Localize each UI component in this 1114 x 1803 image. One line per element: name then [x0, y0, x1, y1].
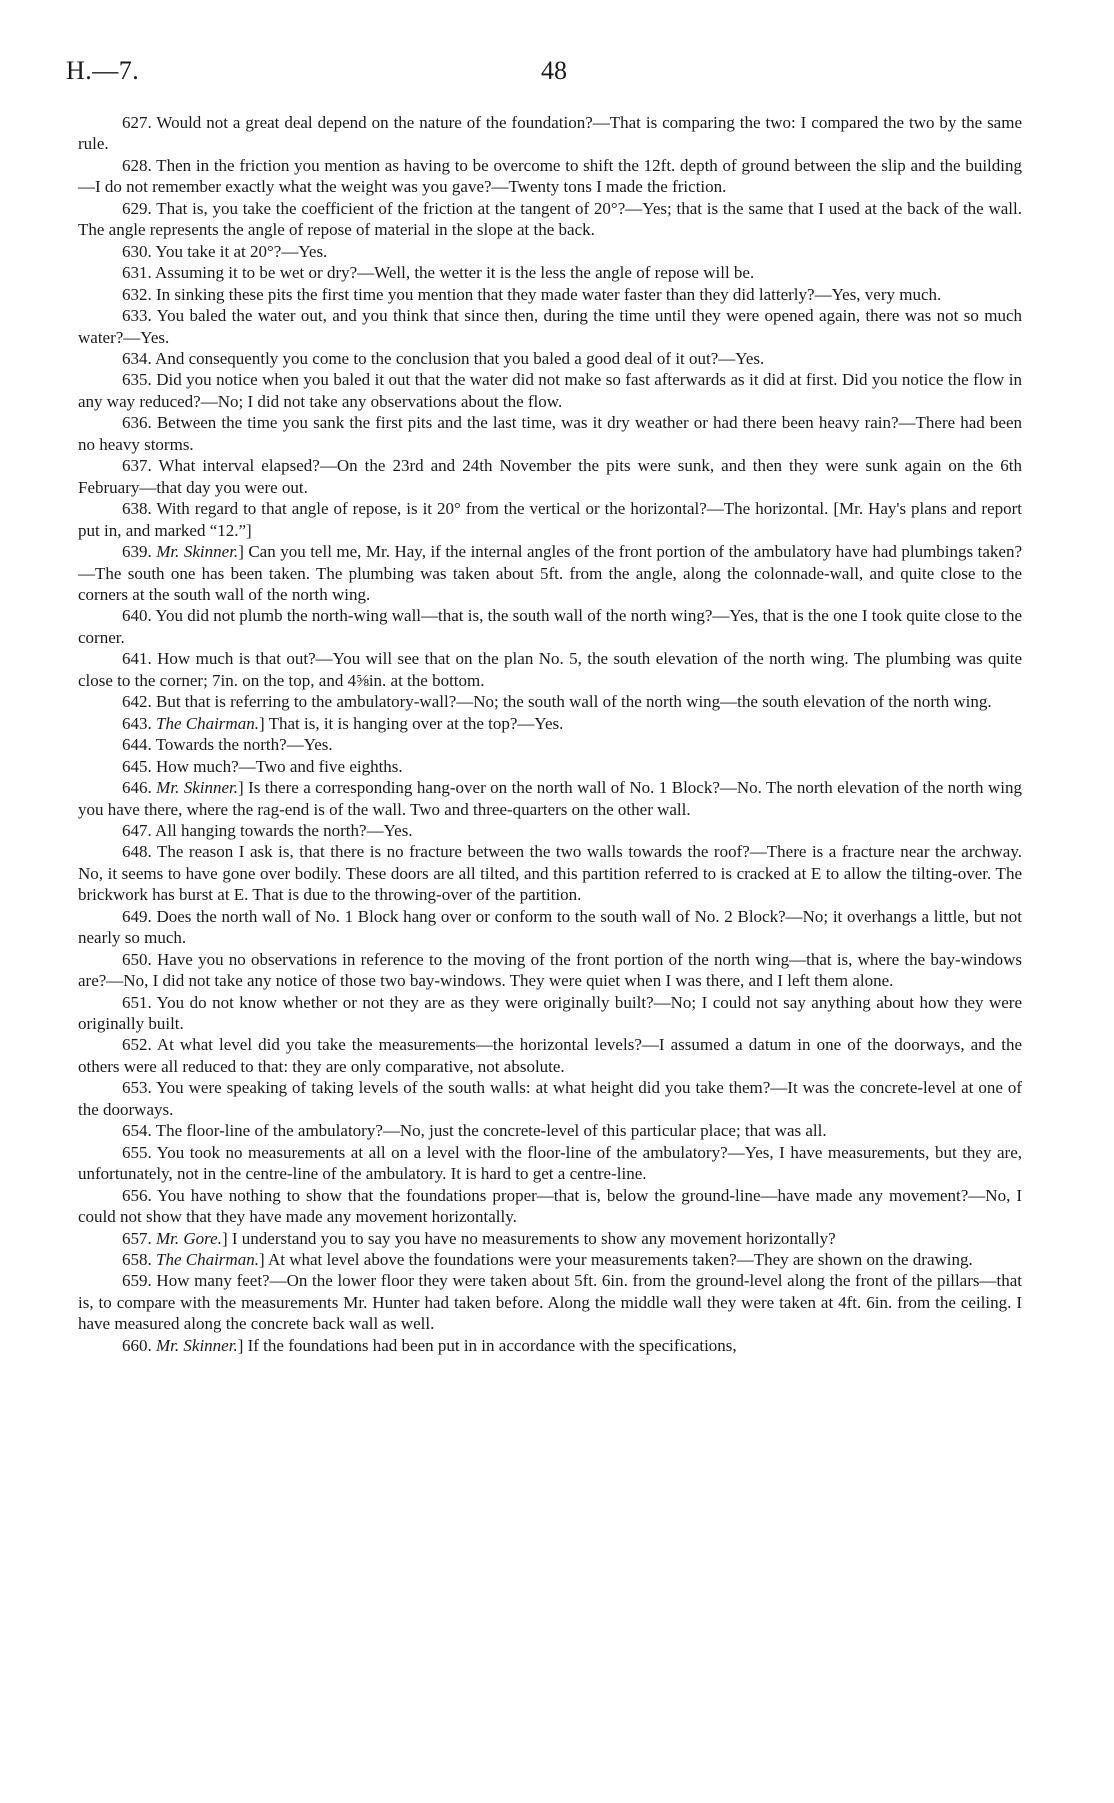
- paragraph-text: ] Can you tell me, Mr. Hay, if the internal angles of the front portion of the ambulatory have had plumbings taken?—The south one has been taken. The plumbing was taken about 5ft. from the angle, along the colonnade-wall, and quite close to the corners at the south wall of the north wing.: [78, 542, 1022, 604]
- testimony-paragraph: 638. With regard to that angle of repose, is it 20° from the vertical or the horizontal?—The horizontal. [Mr. Hay's plans and report put in, and marked “12.”]: [78, 499, 1022, 540]
- testimony-paragraph: 652. At what level did you take the measurements—the horizontal levels?—I assumed a datum in one of the doorways, and the others were all reduced to that: they are only comparative, not absolute.: [78, 1035, 1022, 1076]
- testimony-paragraph: 641. How much is that out?—You will see that on the plan No. 5, the south elevation of the north wing. The plumbing was quite close to the corner; 7in. on the top, and 4⅝in. at the bottom.: [78, 649, 1022, 690]
- testimony-paragraph: 655. You took no measurements at all on a level with the floor-line of the ambulatory?—Yes, I have measurements, but they are, unfortunately, not in the centre-line of the ambulatory. It is hard to get a centre-line.: [78, 1142, 1022, 1184]
- testimony-paragraph: 642. But that is referring to the ambulatory-wall?—No; the south wall of the north wing—the south elevation of the north wing.: [122, 692, 992, 712]
- speaker-name: Mr. Skinner.: [156, 1335, 238, 1355]
- question-number: 646.: [122, 778, 152, 798]
- testimony-paragraph: 635. Did you notice when you baled it out that the water did not make so fast afterwards as it did at first. Did you notice the flow in any way reduced?—No; I did not take any observations about the flow.: [78, 370, 1022, 411]
- testimony-paragraph: [78, 1335, 1022, 1356]
- testimony-paragraph: [78, 541, 1022, 605]
- testimony-paragraph: 653. You were speaking of taking levels of the south walls: at what height did you take them?—It was the concrete-level at one of the doorways.: [78, 1078, 1022, 1119]
- question-number: 660.: [122, 1335, 152, 1355]
- testimony-paragraph: 629. That is, you take the coefficient of the friction at the tangent of 20°?—Yes; that is the same that I used at the back of the wall. The angle represents the angle of repose of material in the slope at the back.: [78, 198, 1022, 240]
- testimony-paragraph: 648. The reason I ask is, that there is no fracture between the two walls towards the roof?—There is a fracture near the archway. No, it seems to have gone over bodily. These doors are all tilted, and this partition referred to is cracked at E to allow the tilting-over. The brickwork has burst at E. That is due to the throwing-over of the partition.: [78, 842, 1022, 905]
- testimony-paragraph: 645. How much?—Two and five eighths.: [122, 756, 403, 776]
- document-id: H.—7.: [66, 56, 140, 85]
- question-number: 643.: [122, 713, 152, 733]
- testimony-paragraph: 654. The floor-line of the ambulatory?—No, just the concrete-level of this particular place; that was all.: [122, 1121, 827, 1141]
- testimony-paragraph: 640. You did not plumb the north-wing wall—that is, the south wall of the north wing?—Yes, that is the one I took quite close to the corner.: [78, 606, 1022, 647]
- question-number: 658.: [122, 1250, 152, 1270]
- testimony-paragraph: [78, 713, 1022, 734]
- testimony-paragraph: 637. What interval elapsed?—On the 23rd and 24th November the pits were sunk, and then they were sunk again on the 6th February—that day you were out.: [78, 456, 1022, 497]
- testimony-paragraph: 656. You have nothing to show that the foundations proper—that is, below the ground-line—have made any movement?—No, I could not show that they have made any movement horizontally.: [78, 1185, 1022, 1227]
- paragraph-text: ] That is, it is hanging over at the top?—Yes.: [258, 713, 564, 733]
- testimony-paragraph: [78, 1249, 1022, 1270]
- paragraph-text: ] If the foundations had been put in in accordance with the specifications,: [237, 1335, 737, 1355]
- testimony-paragraph: 634. And consequently you come to the conclusion that you baled a good deal of it out?—Yes.: [122, 348, 765, 368]
- testimony-paragraph: [78, 777, 1022, 820]
- testimony-paragraph: 650. Have you no observations in reference to the moving of the front portion of the north wing—that is, where the bay-windows are?—No, I did not take any notice of those two bay-windows. They were quiet when I was there, and I left them alone.: [78, 949, 1022, 991]
- page-number: 48: [541, 56, 567, 85]
- paragraph-text: ] At what level above the foundations were your measurements taken?—They are shown on the drawing.: [258, 1250, 973, 1270]
- testimony-paragraph: 631. Assuming it to be wet or dry?—Well, the wetter it is the less the angle of repose will be.: [122, 263, 755, 283]
- speaker-name: Mr. Skinner.: [156, 542, 239, 562]
- testimony-paragraph: 659. How many feet?—On the lower floor they were taken about 5ft. 6in. from the ground-level along the front of the pillars—that is, to compare with the measurements Mr. Hunter had taken before. Along the middle wall they were taken at 4ft. 6in. from the ceiling. I have measured along the concrete back wall as well.: [78, 1271, 1022, 1334]
- question-number: 639.: [122, 542, 152, 562]
- testimony-paragraph: 636. Between the time you sank the first pits and the last time, was it dry weather or had there been heavy rain?—There had been no heavy storms.: [78, 413, 1022, 454]
- testimony-paragraph: [78, 1228, 1022, 1249]
- speaker-name: The Chairman.: [156, 1250, 259, 1270]
- testimony-paragraph: 651. You do not know whether or not they are as they were originally built?—No; I could not say anything about how they were originally built.: [78, 992, 1022, 1034]
- paragraph-text: ] I understand you to say you have no measurements to show any movement horizontally?: [221, 1228, 836, 1248]
- page-header: [0, 48, 1114, 88]
- testimony-paragraph: 644. Towards the north?—Yes.: [122, 735, 333, 755]
- body-text: [78, 112, 1022, 1356]
- testimony-paragraph: 647. All hanging towards the north?—Yes.: [122, 820, 413, 840]
- testimony-paragraph: 628. Then in the friction you mention as having to be overcome to shift the 12ft. depth of ground between the slip and the building—I do not remember exactly what the weight was you gave?—Twenty tons I made the friction.: [78, 155, 1022, 197]
- speaker-name: The Chairman.: [156, 713, 259, 733]
- speaker-name: Mr. Gore.: [156, 1228, 222, 1248]
- testimony-paragraph: 630. You take it at 20°?—Yes.: [122, 241, 328, 261]
- testimony-paragraph: 649. Does the north wall of No. 1 Block hang over or conform to the south wall of No. 2 Block?—No; it overhangs a little, but not nearly so much.: [78, 906, 1022, 948]
- speaker-name: Mr. Skinner.: [156, 778, 239, 798]
- testimony-paragraph: 627. Would not a great deal depend on the nature of the foundation?—That is comparing the two: I compared the two by the same rule.: [78, 113, 1022, 154]
- paragraph-text: ] Is there a corresponding hang-over on the north wall of No. 1 Block?—No. The north elevation of the north wing you have there, where the rag-end is of the wall. Two and three-quarters on the other wall.: [78, 778, 1022, 819]
- testimony-paragraph: 633. You baled the water out, and you think that since then, during the time until they were opened again, there was not so much water?—Yes.: [78, 306, 1022, 347]
- question-number: 657.: [122, 1228, 152, 1248]
- testimony-paragraph: 632. In sinking these pits the first time you mention that they made water faster than they did latterly?—Yes, very much.: [122, 284, 942, 304]
